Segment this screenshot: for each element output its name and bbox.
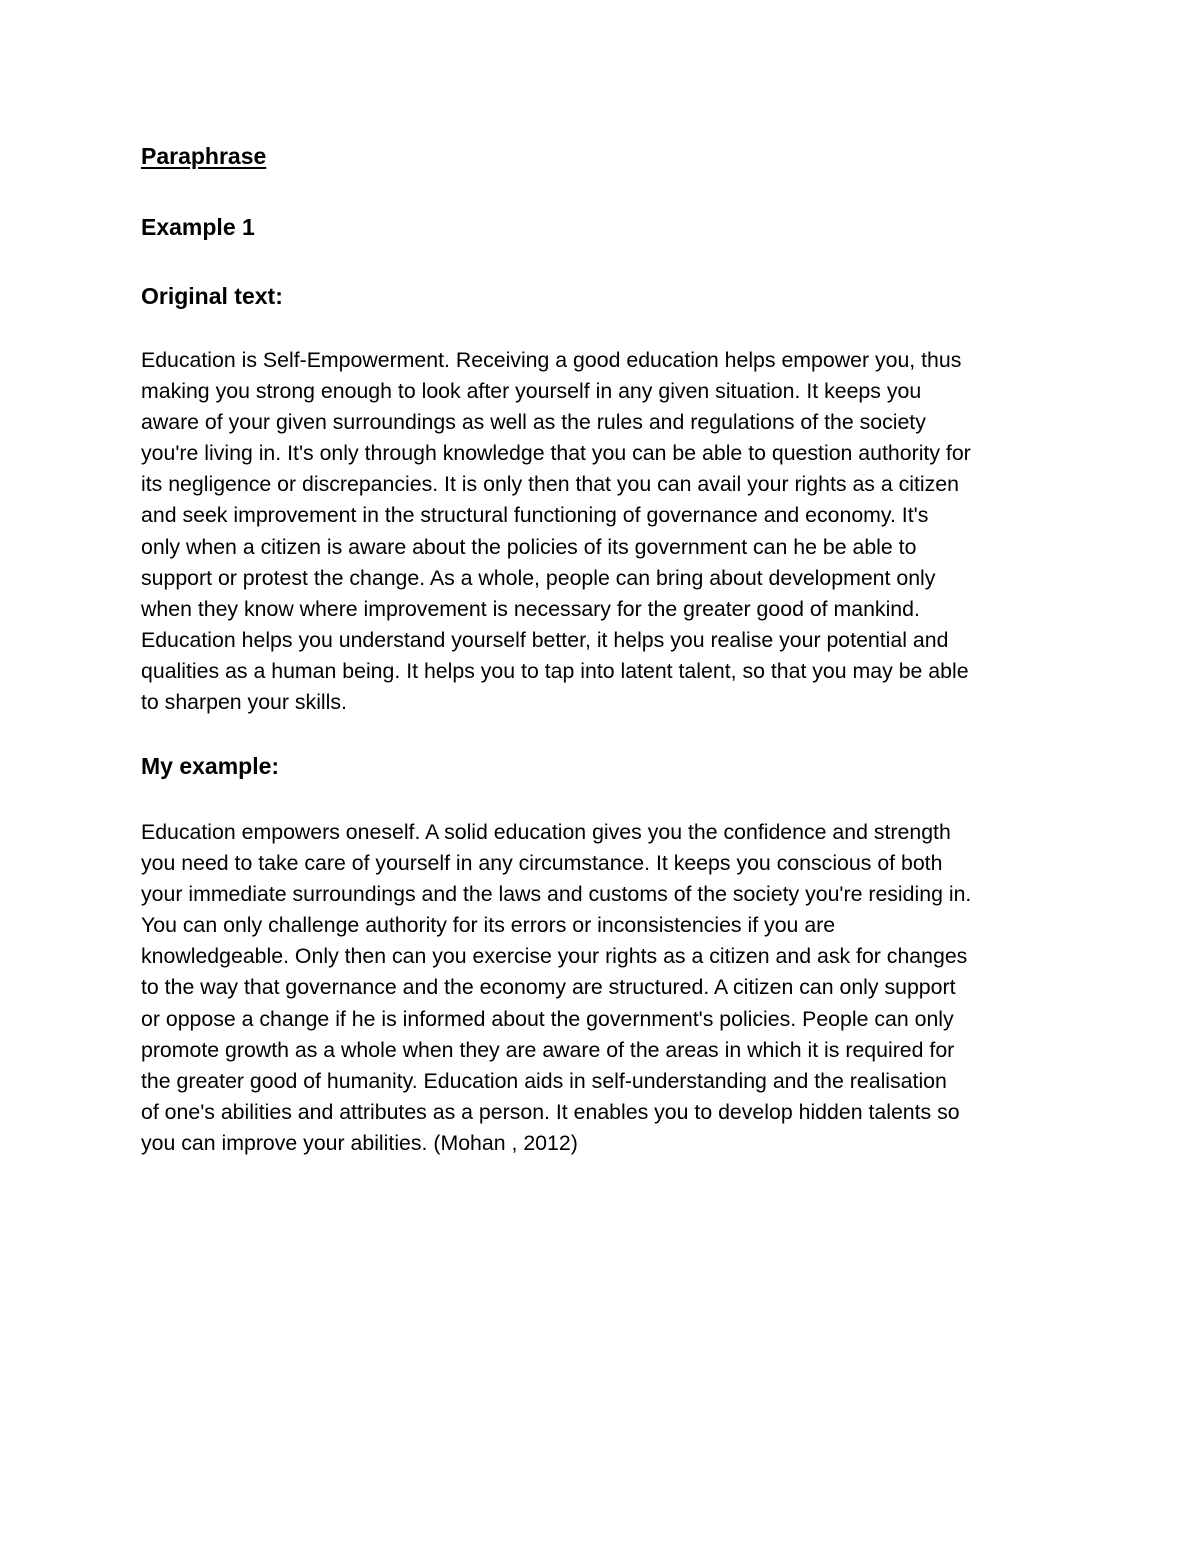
- original-text-line: only when a citizen is aware about the policies of its government can he be able to: [141, 534, 917, 559]
- original-text-line: you're living in. It's only through knowledge that you can be able to question authority for: [141, 441, 971, 466]
- original-text-line: making you strong enough to look after yourself in any given situation. It keeps you: [141, 379, 922, 404]
- original-text-line: to sharpen your skills.: [141, 690, 347, 715]
- my-example-line: of one's abilities and attributes as a person. It enables you to develop hidden talents so: [141, 1099, 960, 1124]
- my-example-line: promote growth as a whole when they are aware of the areas in which it is required for: [141, 1037, 955, 1062]
- my-example-line: you can improve your abilities. (Mohan , 2012): [141, 1130, 578, 1155]
- my-example-heading: My example:: [141, 753, 280, 779]
- my-example-line: the greater good of humanity. Education aids in self-understanding and the realisation: [141, 1068, 947, 1093]
- original-text-line: its negligence or discrepancies. It is only then that you can avail your rights as a citizen: [141, 472, 959, 497]
- original-text-line: Education is Self-Empowerment. Receiving a good education helps empower you, thus: [141, 348, 962, 372]
- my-example-line: or oppose a change if he is informed about the government's policies. People can only: [141, 1006, 954, 1031]
- example-heading: Example 1: [141, 214, 255, 240]
- original-text-line: Education helps you understand yourself better, it helps you realise your potential and: [141, 627, 949, 652]
- original-text-line: aware of your given surroundings as well as the rules and regulations of the society: [141, 410, 926, 435]
- original-text-line: support or protest the change. As a whole, people can bring about development only: [141, 565, 936, 590]
- my-example-line: Education empowers oneself. A solid education gives you the confidence and strength: [141, 820, 951, 844]
- original-text-heading: Original text:: [141, 283, 283, 309]
- original-text-line: and seek improvement in the structural functioning of governance and economy. It's: [141, 503, 929, 528]
- my-example-line: your immediate surroundings and the laws and customs of the society you're residing in.: [141, 882, 972, 907]
- my-example-line: you need to take care of yourself in any circumstance. It keeps you conscious of both: [141, 851, 943, 876]
- original-text-line: when they know where improvement is necessary for the greater good of mankind.: [141, 596, 920, 621]
- my-example-line: knowledgeable. Only then can you exercise your rights as a citizen and ask for changes: [141, 944, 968, 969]
- original-text-paragraph: [141, 345, 1066, 718]
- document-title: Paraphrase: [141, 143, 267, 169]
- my-example-paragraph: [141, 817, 1066, 1159]
- my-example-line: to the way that governance and the economy are structured. A citizen can only support: [141, 975, 956, 1000]
- my-example-line: You can only challenge authority for its errors or inconsistencies if you are: [141, 913, 836, 938]
- original-text-line: qualities as a human being. It helps you to tap into latent talent, so that you may be able: [141, 658, 969, 683]
